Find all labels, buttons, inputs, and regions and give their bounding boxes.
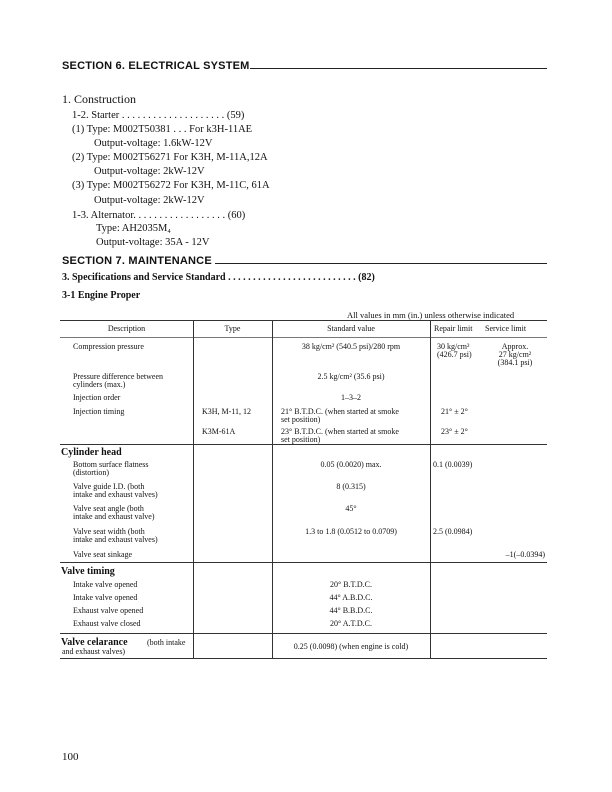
desc-guide: Valve guide I.D. (both	[73, 482, 145, 491]
std-clearance: 0.25 (0.0098) (when engine is cold)	[293, 642, 409, 651]
std-timing-k3h: 21° B.T.D.C. (when started at smoke	[281, 407, 399, 416]
starter-type-1: (1) Type: M002T50381 . . . For k3H-11AE	[72, 124, 253, 135]
std-flatness: 0.05 (0.0020) max.	[320, 460, 382, 469]
std-angle: 45°	[345, 504, 357, 513]
engine-proper-heading: 3-1 Engine Proper	[62, 290, 141, 301]
starter-type-2: (2) Type: M002T56271 For K3H, M-11A,12A	[72, 152, 268, 163]
repair-flatness: 0.1 (0.0039)	[433, 460, 473, 469]
std-timing-k3m: 23° B.T.D.C. (when started at smoke	[281, 427, 399, 436]
table-rule	[60, 562, 547, 563]
repair-timing-k3m: 23° ± 2°	[441, 427, 468, 436]
header-standard: Standard value	[327, 324, 375, 333]
desc-clearance: (both intake	[147, 638, 186, 647]
repair-width: 2.5 (0.0984)	[433, 527, 473, 536]
header-repair: Repair limit	[434, 324, 473, 333]
header-description: Description	[107, 324, 146, 333]
desc-flatness: Bottom surface flatness	[73, 460, 149, 469]
column-divider	[430, 320, 431, 658]
desc-guide-2: intake and exhaust valves)	[73, 490, 158, 499]
std-vt: 44° A.B.D.C.	[329, 593, 373, 602]
starter-line: 1-2. Starter . . . . . . . . . . . . . . . . . . . . (59)	[72, 110, 245, 121]
table-rule	[60, 633, 547, 634]
starter-output-1: Output-voltage: 1.6kW-12V	[94, 138, 213, 149]
service-sinkage: –1(–0.0394)	[505, 550, 545, 559]
header-service: Service limit	[485, 324, 527, 333]
desc-pressure-diff: Pressure difference between	[73, 372, 164, 381]
std-timing-k3h-2: set position)	[281, 415, 321, 424]
category-valve-clearance: Valve celarance	[61, 637, 128, 648]
desc-width: Valve seat width (both	[73, 527, 145, 536]
column-divider	[193, 320, 194, 658]
section-7-title: SECTION 7. MAINTENANCE	[62, 255, 212, 267]
header-type: Type	[224, 324, 241, 333]
type-k3h: K3H, M-11, 12	[202, 407, 252, 416]
service-compression-psi: (384.1 psi)	[497, 358, 533, 367]
std-pressure-diff: 2.5 kg/cm² (35.6 psi)	[317, 372, 385, 381]
desc-sinkage: Valve seat sinkage	[73, 550, 133, 559]
type-k3m: K3M-61A	[202, 427, 236, 436]
spec-heading: 3. Specifications and Service Standard . . . . . . . . . . . . . . . . . . . . . . . . . . (82)	[62, 272, 375, 283]
std-injection-order: 1–3–2	[341, 393, 361, 402]
std-vt: 20° A.T.D.C.	[330, 619, 372, 628]
repair-timing-k3h: 21° ± 2°	[441, 407, 468, 416]
construction-heading: 1. Construction	[62, 92, 136, 106]
desc-angle-2: intake and exhaust valve)	[73, 512, 155, 521]
section-rule	[250, 68, 547, 69]
table-rule	[60, 320, 547, 321]
service-compression-kg: 27 kg/cm²	[498, 350, 532, 359]
alternator-output: Output-voltage: 35A - 12V	[96, 237, 210, 248]
repair-compression: 30 kg/cm²	[437, 342, 470, 351]
desc-width-2: intake and exhaust valves)	[73, 535, 158, 544]
alternator-type: Type: AH2035M₄	[96, 223, 171, 234]
section-rule	[215, 263, 547, 264]
desc-compression: Compression pressure	[73, 342, 144, 351]
starter-type-3: (3) Type: M002T56272 For K3H, M-11C, 61A	[72, 180, 270, 191]
desc-vt: Intake valve opened	[73, 593, 138, 602]
desc-angle: Valve seat angle (both	[73, 504, 144, 513]
starter-output-3: Output-voltage: 2kW-12V	[94, 195, 205, 206]
std-vt: 44° B.B.D.C.	[329, 606, 373, 615]
desc-vt: Intake valve opened	[73, 580, 138, 589]
category-valve-timing: Valve timing	[61, 566, 115, 577]
service-compression: Approx.	[501, 342, 529, 351]
desc-injection-timing: Injection timing	[73, 407, 125, 416]
desc-pressure-diff-2: cylinders (max.)	[73, 380, 126, 389]
page-number: 100	[62, 751, 79, 763]
desc-flatness-2: (distortion)	[73, 468, 109, 477]
section-6-title: SECTION 6. ELECTRICAL SYSTEM	[62, 60, 250, 72]
starter-output-2: Output-voltage: 2kW-12V	[94, 166, 205, 177]
alternator-line: 1-3. Alternator. . . . . . . . . . . . . . . . . . (60)	[72, 210, 246, 221]
table-rule	[60, 337, 547, 338]
std-timing-k3m-2: set position)	[281, 435, 321, 444]
std-width: 1.3 to 1.8 (0.0512 to 0.0709)	[305, 527, 397, 536]
desc-vt: Exhaust valve closed	[73, 619, 141, 628]
desc-vt: Exhaust valve opened	[73, 606, 144, 615]
table-rule	[60, 658, 547, 659]
std-vt: 20° B.T.D.C.	[330, 580, 372, 589]
units-note: All values in mm (in.) unless otherwise indicated	[347, 310, 515, 320]
std-guide: 8 (0.315)	[336, 482, 366, 491]
repair-compression-psi: (426.7 psi)	[437, 350, 472, 359]
std-compression: 38 kg/cm² (540.5 psi)/280 rpm	[301, 342, 401, 351]
desc-injection-order: Injection order	[73, 393, 121, 402]
category-cylinder-head: Cylinder head	[61, 447, 122, 458]
desc-clearance-2: and exhaust valves)	[62, 647, 126, 656]
